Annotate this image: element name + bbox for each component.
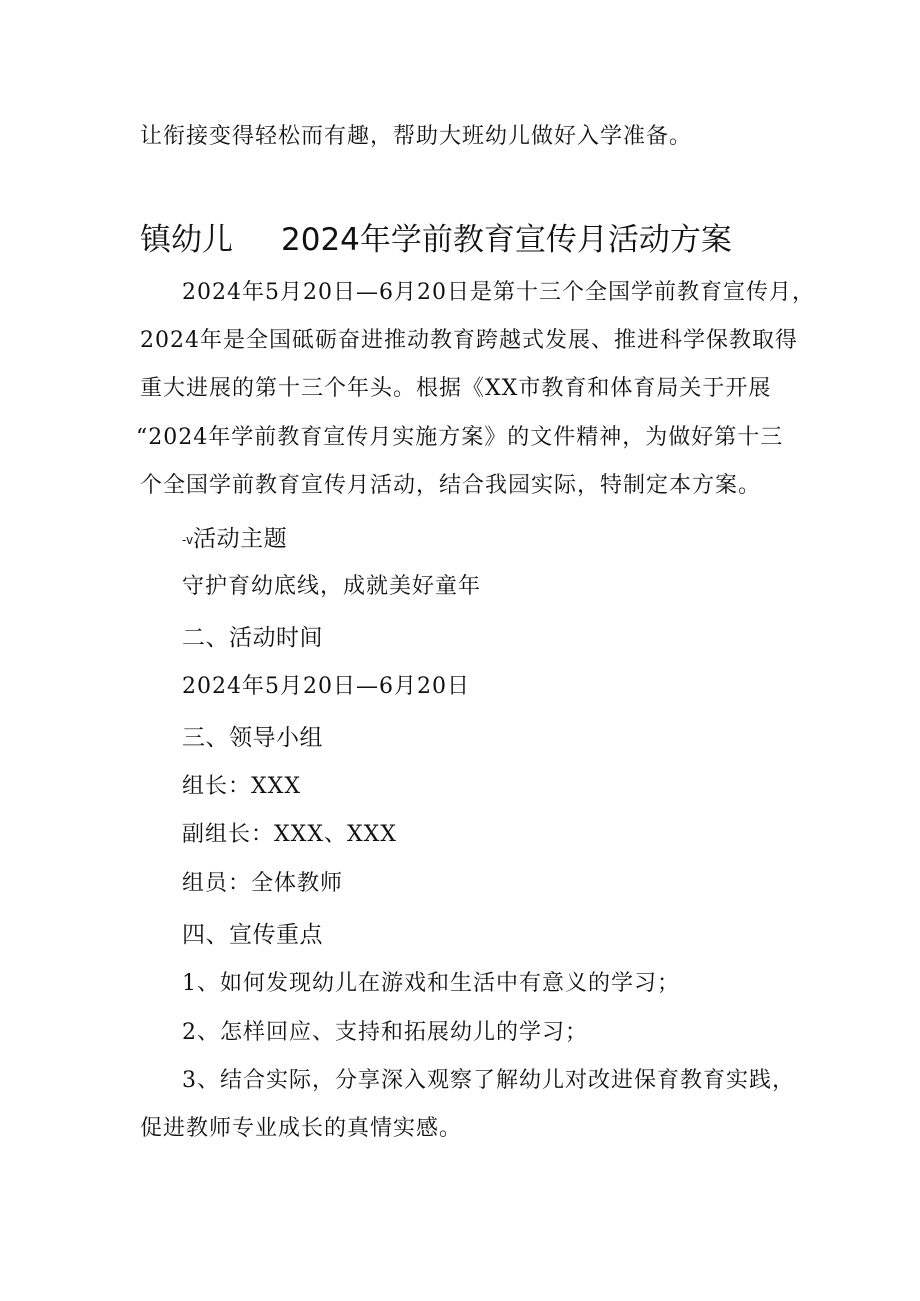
theme-text: 守护育幼底线，成就美好童年 [182,574,482,599]
focus-item-3-continued: 促进教师专业成长的真情实感。 [140,1116,463,1141]
title-prefix: 镇幼儿 [140,222,233,258]
section-mark: -v [182,533,194,547]
intro-line-1: 2024年5月20日—6月20日是第十三个全国学前教育宣传月， [182,280,815,305]
focus-item-2: 2、怎样回应、支持和拓展幼儿的学习； [182,1020,588,1045]
title-main: 2024年学前教育宣传月活动方案 [281,222,732,258]
section-heading-leaders: 三、领导小组 [182,725,323,751]
intro-line-2: 2024年是全国砥砺奋进推动教育跨越式发展、推进科学保教取得 [140,328,798,353]
intro-line-5: 个全国学前教育宣传月活动，结合我园实际，特制定本方案。 [140,473,762,498]
section-heading-focus: 四、宣传重点 [182,922,323,948]
section-heading-time: 二、活动时间 [182,625,323,651]
section-heading-theme-label: 活动主题 [193,526,288,552]
focus-item-3: 3、结合实际，分享深入观察了解幼儿对改进保育教育实践， [182,1068,795,1093]
focus-item-1: 1、如何发现幼儿在游戏和生活中有意义的学习； [182,971,680,996]
section-heading-theme [182,524,287,555]
intro-line-3: 重大进展的第十三个年头。根据《XX市教育和体育局关于开展 [140,376,772,401]
leader-item-3: 组员：全体教师 [182,871,344,896]
continuation-line: 让衔接变得轻松而有趣，帮助大班幼儿做好入学准备。 [140,124,693,149]
time-text: 2024年5月20日—6月20日 [182,674,470,699]
intro-line-4: “2024年学前教育宣传月实施方案》的文件精神，为做好第十三 [136,425,784,450]
document-title [140,220,732,260]
leader-item-2: 副组长：XXX、XXX [182,822,397,847]
leader-item-1: 组长：XXX [182,774,301,799]
